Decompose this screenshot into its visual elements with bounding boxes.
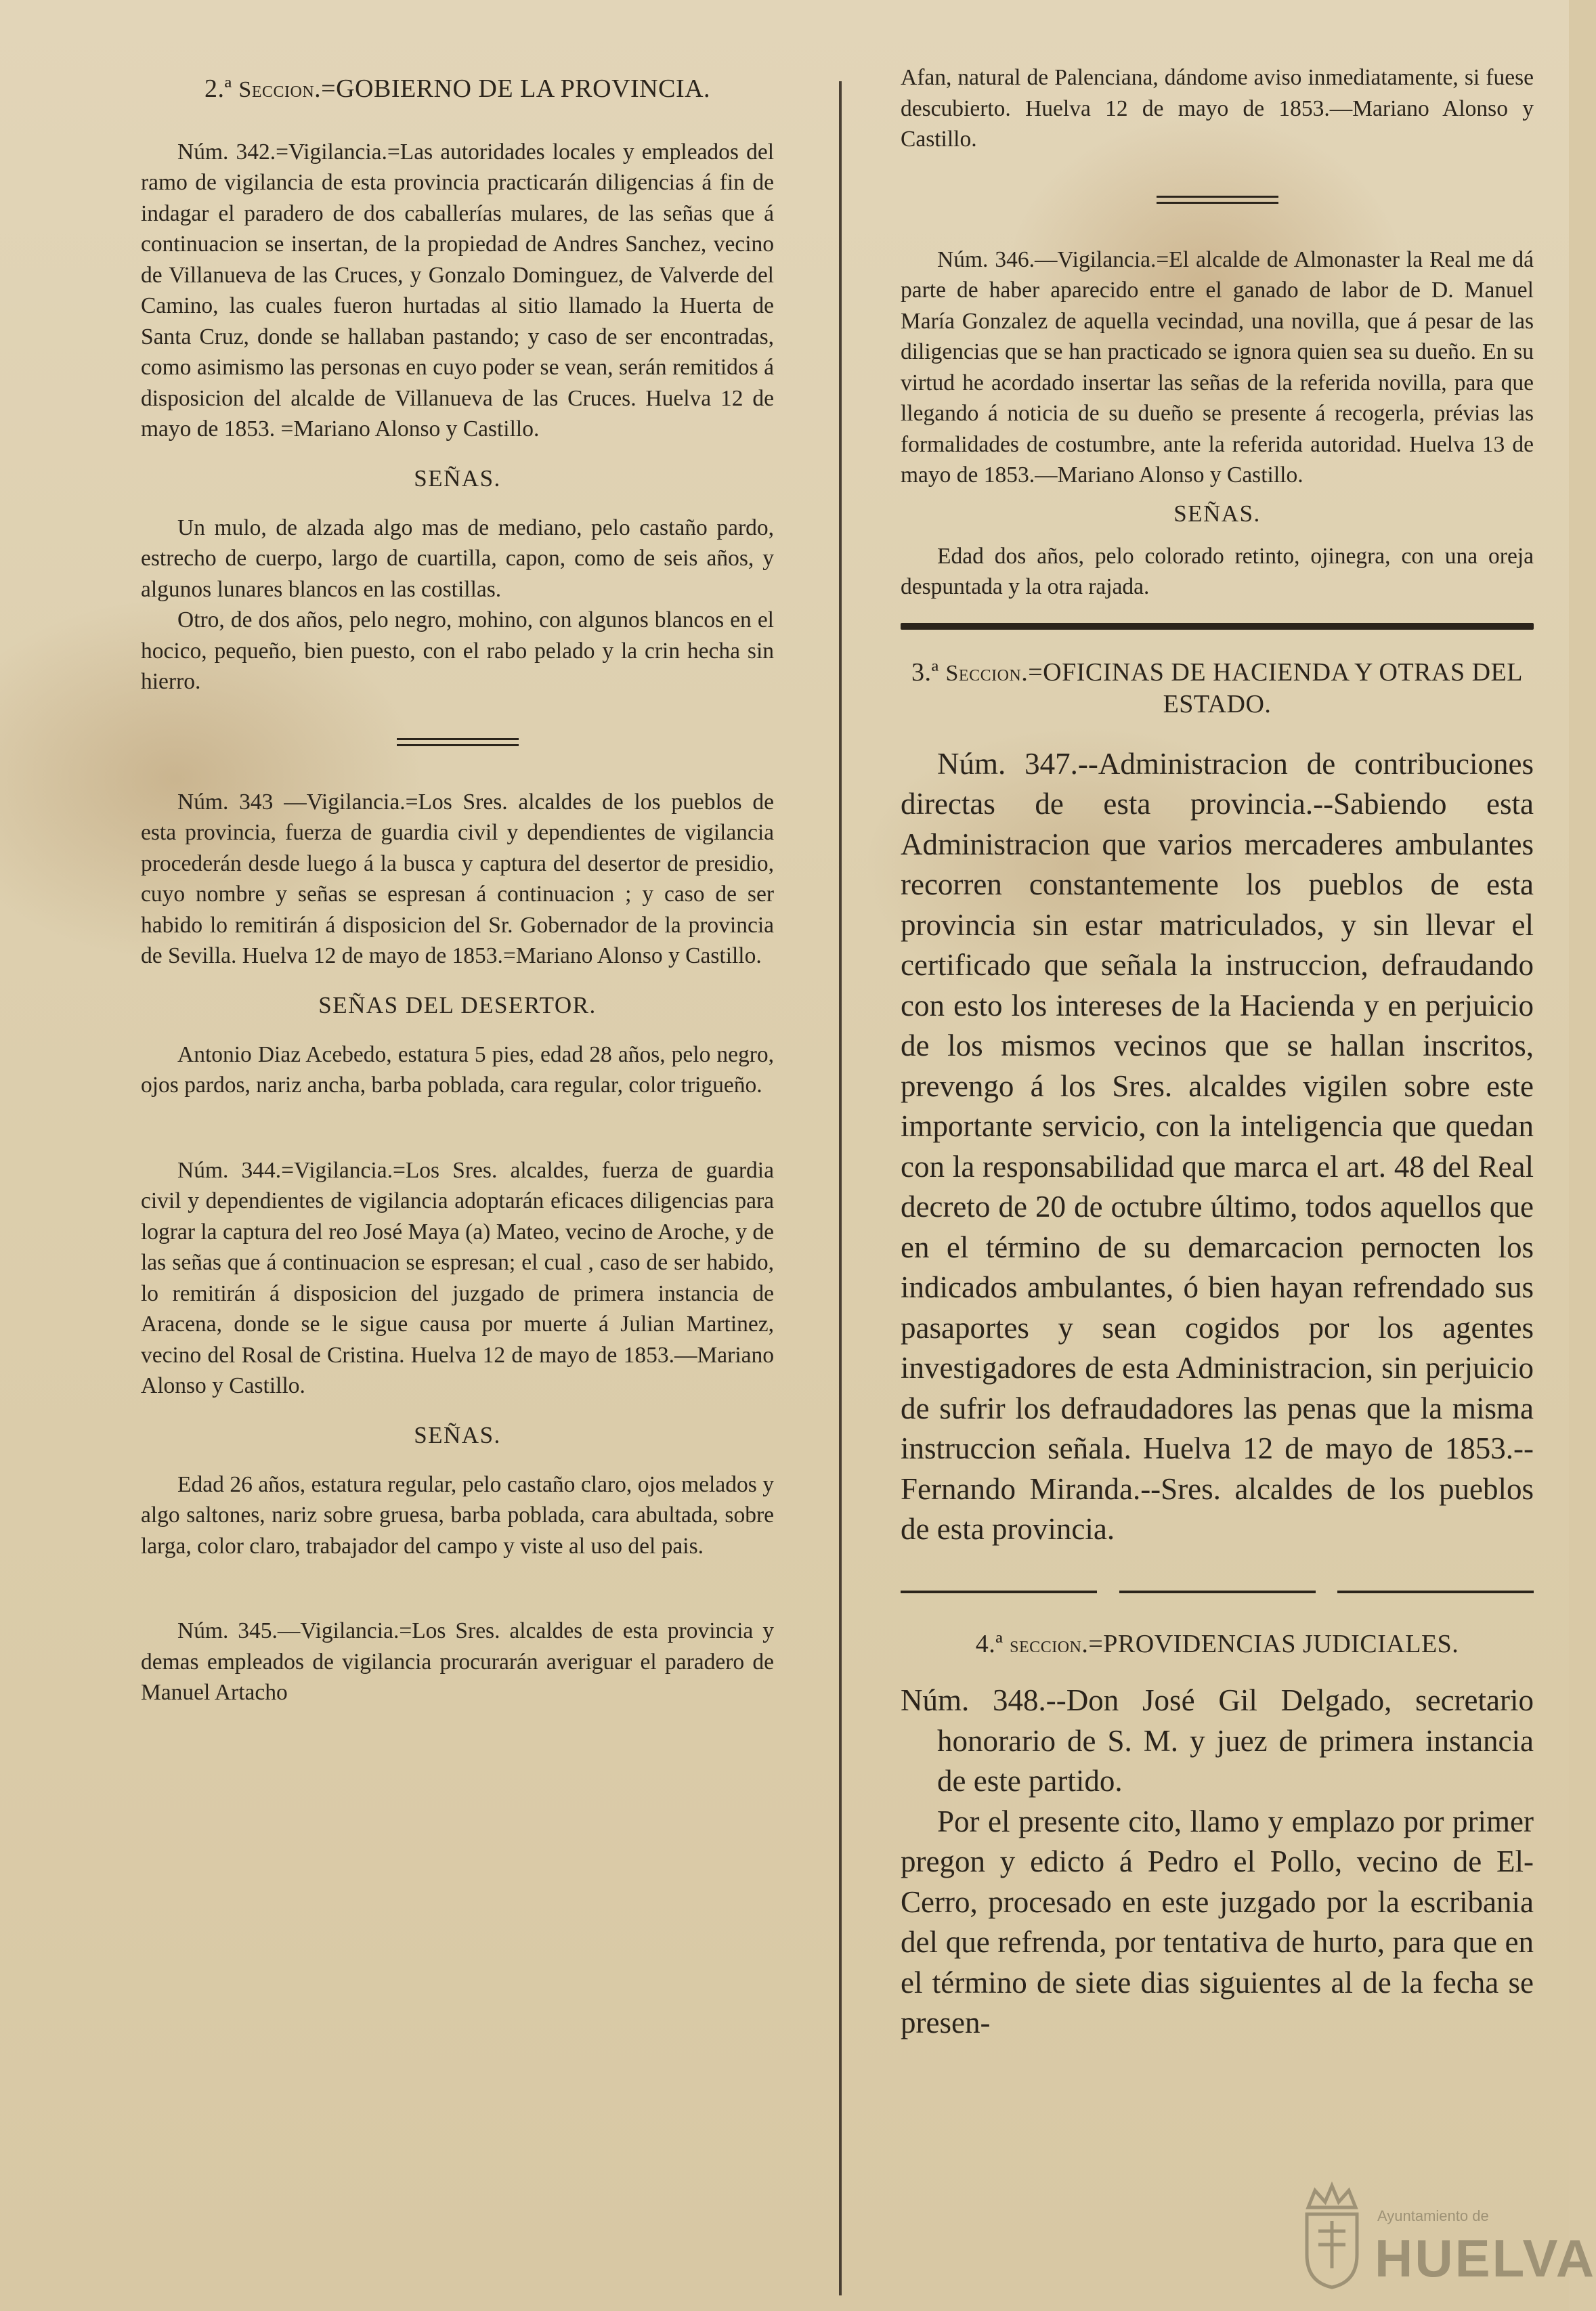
section-2-number: 2.ª: [204, 74, 239, 103]
notice-343: Núm. 343 —Vigilancia.=Los Sres. alcaldes de los pueblos de esta provincia, fuerza de guardia civil y dependientes de vigilancia procederán desde luego á la busca y captura del desertor de presidio, cuyo nombre y señas se espresan á continuacion ; y caso de ser habido lo remitirán á disposicion del Sr. Gobernador de la provincia de Sevilla. Huelva 12 de mayo de 1853.=Mariano Alonso y Castillo.: [141, 789, 774, 968]
watermark-small-text: Ayuntamiento de: [1377, 2207, 1489, 2224]
right-column: [901, 62, 1534, 2044]
section-2-heading: [141, 73, 774, 106]
senas-346-novilla: Edad dos años, pelo colorado retinto, ojinegra, con una oreja despuntada y la otra rajada.: [901, 543, 1534, 599]
spacer: [141, 1561, 774, 1616]
separator-rule: [1157, 196, 1278, 204]
notice-345-continued: Afan, natural de Palenciana, dándome aviso inmediatamente, si fuese descubierto. Huelva 12 de mayo de 1853.—Mariano Alonso y Castillo.: [901, 65, 1534, 152]
section-divider-thick: [901, 623, 1534, 630]
notice-344: Núm. 344.=Vigilancia.=Los Sres. alcaldes, fuerza de guardia civil y dependientes de vigilancia adoptarán eficaces diligencias para lograr la captura del reo José Maya (a) Mateo, vecino de Aroche, y de las señas que á continuacion se espresan; el cual , caso de ser habido, lo remitirán á disposicion del juzgado de primera instancia de Aracena, donde se le sigue causa por muerte á Julian Martinez, vecino del Rosal de Cristina. Huelva 12 de mayo de 1853.—Mariano Alonso y Castillo.: [141, 1157, 774, 1398]
section-3-title: .=OFICINAS DE HACIENDA Y OTRAS DEL ESTADO.: [1021, 657, 1523, 718]
section-2-title: .=GOBIERNO DE LA PROVINCIA.: [314, 74, 711, 103]
senas-heading-346: SEÑAS.: [1173, 500, 1261, 527]
senas-342-mule-1: Un mulo, de alzada algo mas de mediano, pelo castaño pardo, estrecho de cuerpo, largo de cuartilla, capon, como de seis años, y algunos lunares blancos en las costillas.: [141, 515, 774, 602]
section-3-number: 3.ª: [911, 657, 946, 687]
senas-heading-343: SEÑAS DEL DESERTOR.: [318, 991, 597, 1018]
separator-rule: [397, 738, 519, 746]
section-4-word: seccion: [1010, 1632, 1082, 1658]
senas-344-reo: Edad 26 años, estatura regular, pelo castaño claro, ojos melados y algo saltones, nariz sobre gruesa, barba poblada, cara abultada, sobre larga, color claro, trabajador del campo y viste al uso del pais.: [141, 1471, 774, 1559]
watermark-big-text: HUELVA: [1375, 2228, 1596, 2288]
huelva-watermark: [1288, 2180, 1596, 2302]
section-4-number: 4.ª: [975, 1629, 1010, 1658]
notice-348-heading: Núm. 348.--Don José Gil Delgado, secretario honorario de S. M. y juez de primera instancia de este partido.: [901, 1683, 1534, 1798]
senas-343-deserter: Antonio Diaz Acebedo, estatura 5 pies, edad 28 años, pelo negro, ojos pardos, nariz ancha, barba poblada, cara regular, color trigueño.: [141, 1041, 774, 1098]
section-2-word: Seccion: [238, 77, 315, 102]
left-column: [141, 73, 774, 1708]
notice-342: Núm. 342.=Vigilancia.=Las autoridades locales y empleados del ramo de vigilancia de esta provincia practicarán diligencias á fin de indagar el paradero de dos caballerías mulares, de las señas que á continuacion se insertan, de la propiedad de Andres Sanchez, vecino de Villanueva de las Cruces, y Gonzalo Dominguez, de Valverde del Camino, las cuales fueron hurtadas al sitio llamado la Huerta de Santa Cruz, donde se hallaban pastando; y caso de ser encontradas, como asimismo las personas en cuyo poder se vean, serán remitidos á disposicion del alcalde de Villanueva de las Cruces. Huelva 12 de mayo de 1853. =Mariano Alonso y Castillo.: [141, 139, 774, 441]
section-divider-triple: [901, 1591, 1534, 1593]
spacer: [141, 1101, 774, 1155]
notice-346: Núm. 346.—Vigilancia.=El alcalde de Almonaster la Real me dá parte de haber aparecido entre el ganado de labor de D. Manuel María Gonzalez de aquella vecindad, una novilla, que á pesar de las diligencias que se han practicado se ignora quien sea su dueño. En su virtud he acordado insertar las señas de la referida novilla, para que llegando á noticia de su dueño se presente á recogerla, prévias las formalidades de costumbre, ante la referida autoridad. Huelva 13 de mayo de 1853.—Mariano Alonso y Castillo.: [901, 246, 1534, 488]
notice-345: Núm. 345.—Vigilancia.=Los Sres. alcaldes de esta provincia y demas empleados de vigilancia procurarán averiguar el paradero de Manuel Artacho: [141, 1618, 774, 1705]
coat-of-arms-icon: [1295, 2180, 1369, 2289]
senas-heading-344: SEÑAS.: [414, 1421, 501, 1448]
notice-348-body: Por el presente cito, llamo y emplazo por primer pregon y edicto á Pedro el Pollo, vecino de El-Cerro, procesado en este juzgado por la escribania del que refrenda, por tentativa de hurto, para que en el término de siete dias siguientes al de la fecha se presen-: [901, 1804, 1534, 2039]
senas-342-mule-2: Otro, de dos años, pelo negro, mohino, con algunos blancos en el hocico, pequeño, bien puesto, con el rabo pelado y la crin hecha sin hierro.: [141, 607, 774, 694]
senas-heading-342: SEÑAS.: [414, 465, 501, 492]
section-3-word: Seccion: [945, 660, 1022, 686]
notice-347: Núm. 347.--Administracion de contribuciones directas de esta provincia.--Sabiendo esta Administracion que varios mercaderes ambulantes recorren constantemente los pueblos de esta provincia sin estar matriculados, y sin llevar el certificado que señala la instruccion, defraudando con esto los intereses de la Hacienda y en perjuicio de los mismos vecinos que se hallan inscritos, prevengo á los Sres. alcaldes vigilen sobre este importante servicio, con la inteligencia que quedan con la responsabilidad que marca el art. 48 del Real decreto de 20 de octubre último, todos aquellos que en el término de su demarcacion pernocten los indicados ambulantes, ó bien hayan refrendado sus pasaportes y sean cogidos por los agentes investigadores de esta Administracion, sin perjuicio de sufrir los defraudadores las penas que la misma instruccion señala. Huelva 12 de mayo de 1853.--Fernando Miranda.--Sres. alcaldes de los pueblos de esta provincia.: [901, 746, 1534, 1546]
section-4-heading: [901, 1628, 1534, 1661]
section-3-heading: [901, 657, 1534, 721]
section-4-title: .=PROVIDENCIAS JUDICIALES.: [1081, 1629, 1459, 1658]
column-divider: [839, 81, 842, 2295]
